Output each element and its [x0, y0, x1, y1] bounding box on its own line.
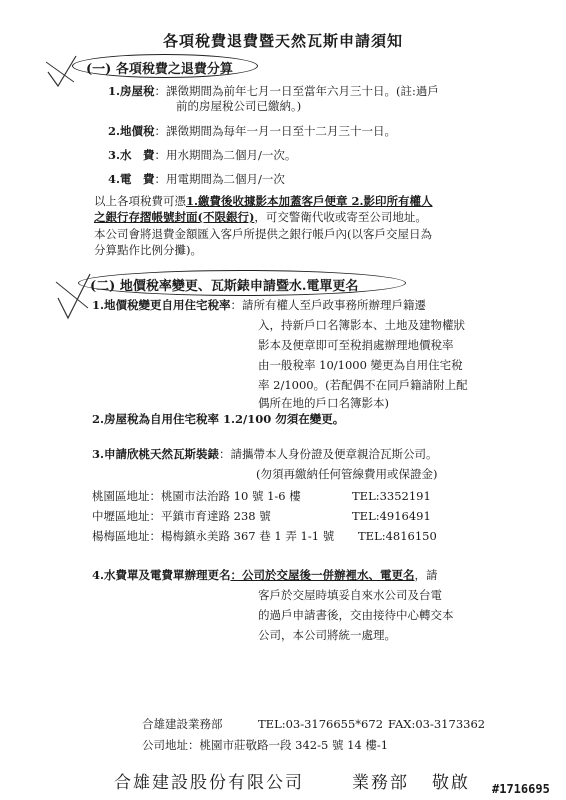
p4-line4: 公司，本公司將統一處理。: [258, 628, 396, 642]
p4-label: 4.水費單及電費單辦理更名: [92, 568, 231, 582]
p4-end: ，請: [414, 568, 438, 582]
item3-text: ：用水期間為二個月/一次。: [154, 148, 297, 162]
p1-line4: 由一般稅率 10/1000 變更為自用住宅稅: [258, 358, 463, 372]
p1-line2: 入，持新戶口名簿影本、土地及建物權狀: [258, 318, 465, 332]
footer-address: ：桃園市莊敬路一段 342-5 號 14 樓-1: [188, 738, 389, 752]
p4-mid: ：公司於交屋後一併辦裡水、電更名: [230, 568, 415, 582]
footer-address-label: 公司地址: [142, 738, 188, 752]
footer-tel: TEL:03-3176655*672: [258, 717, 384, 731]
item4-text: ：用電期間為二個月/一次: [154, 172, 285, 186]
p1-line3: 影本及便章即可至稅捐處辦理地價稅率: [258, 338, 454, 352]
item1-line2: 前的房屋稅公司已繳納。): [176, 99, 302, 113]
item2-label: 2.地價稅: [108, 124, 155, 138]
section1-heading: (一) 各項稅費之退費分算: [86, 62, 233, 77]
office-row-zhongli: [92, 509, 271, 523]
document-title: 各項稅費退費暨天然瓦斯申請須知: [162, 32, 403, 50]
note-b1: 之銀行存摺帳號封面(不限銀行): [94, 210, 255, 224]
office-row-yangmei: [92, 529, 334, 543]
note-b2: ，可交警衛代收或寄至公司地址。: [254, 210, 427, 224]
item3-label: 3.水 費: [108, 148, 155, 162]
office-label: 楊梅區地址: [92, 529, 150, 543]
office-tel: TEL:4816150: [358, 529, 437, 543]
footer-dept2: 業務部: [352, 773, 409, 793]
document-id-stamp: #1716695: [492, 782, 550, 796]
section2-heading: (二) 地價稅率變更、瓦斯錶申請暨水.電單更名: [90, 279, 359, 294]
item1-line1: ：課徵期間為前年七月一日至當年六月三十日。(註:過戶: [154, 84, 439, 98]
p3-line2: (勿須再繳納任何管線費用或保證金): [256, 467, 438, 481]
footer-closing: 敬啟: [432, 773, 470, 793]
handwritten-check-mark-1: [44, 52, 80, 92]
note-c: 本公司會將退費金額匯入客戶所提供之銀行帳戶內(以客戶交屋日為: [94, 227, 432, 241]
p1-line6: 偶所在地的戶口名簿影本): [258, 396, 389, 410]
p4-line2: 客戶於交屋時填妥自來水公司及台電: [258, 588, 442, 602]
item4-label: 4.電 費: [108, 172, 155, 186]
p1-line1: ：請所有權人至戶政事務所辦理戶籍遷: [230, 298, 427, 312]
p3-label: 3.申請欣桃天然瓦斯裝錶: [92, 447, 220, 461]
footer-fax: FAX:03-3173362: [388, 717, 486, 731]
office-address: ：楊梅鎮永美路 367 巷 1 弄 1-1 號: [149, 529, 335, 543]
office-label: 桃園區地址: [92, 489, 150, 503]
note-d: 分算點作比例分攤)。: [94, 243, 202, 257]
p4-line3: 的過戶申請書後，交由接待中心轉交本: [258, 608, 454, 622]
office-address: ：桃園市法治路 10 號 1-6 樓: [149, 489, 301, 503]
office-tel: TEL:4916491: [352, 509, 431, 523]
note-a2: 1.繳費後收據影本加蓋客戶便章 2.影印所有權人: [186, 194, 433, 208]
p2: 2.房屋稅為自用住宅稅率 1.2/100 勿須在變更。: [92, 412, 345, 426]
footer-dept: 合雄建設業務部: [142, 717, 223, 731]
footer-company: 合雄建設股份有限公司: [114, 773, 304, 793]
item2-text: ：課徵期間為每年一月一日至十二月三十一日。: [154, 124, 397, 138]
p1-label: 1.地價稅變更自用住宅稅率: [92, 298, 231, 312]
office-address: ：平鎮市育達路 238 號: [149, 509, 271, 523]
office-label: 中壢區地址: [92, 509, 150, 523]
note-a1: 以上各項稅費可憑: [94, 194, 186, 208]
p3-line1: ：請攜帶本人身份證及便章親洽瓦斯公司。: [219, 447, 438, 461]
item1-label: 1.房屋稅: [108, 84, 155, 98]
p1-line5: 率 2/1000。(若配偶不在同戶籍請附上配: [258, 378, 468, 392]
office-row-taoyuan: [92, 489, 301, 503]
office-tel: TEL:3352191: [352, 489, 431, 503]
handwritten-check-mark-2: [52, 268, 94, 324]
